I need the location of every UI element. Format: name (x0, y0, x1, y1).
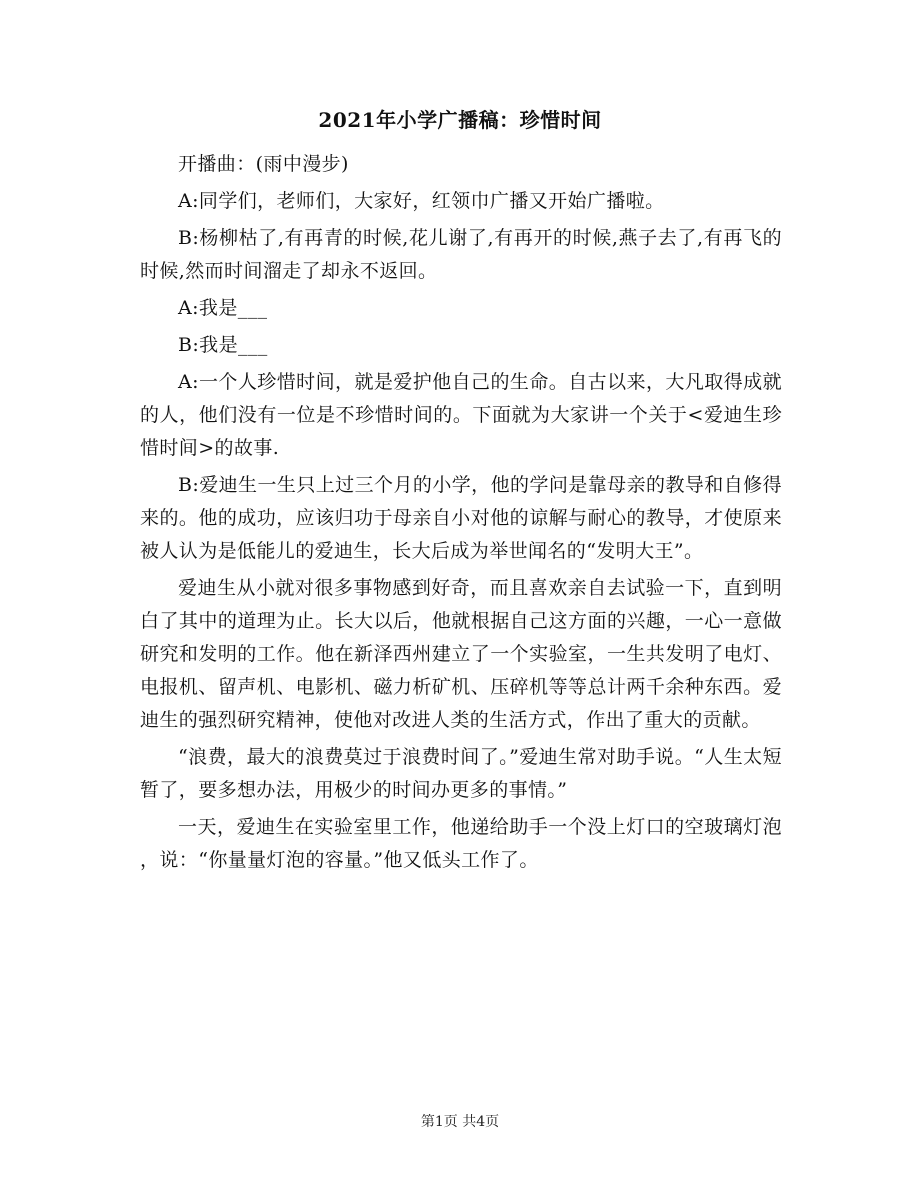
document-title: 2021年小学广播稿：珍惜时间 (318, 108, 602, 132)
paragraph-time-passes: B:杨柳枯了,有再青的时候,花儿谢了,有再开的时候,燕子去了,有再飞的时候,然而时间溜走了却永不返回。 (140, 227, 782, 282)
paragraph-light-bulb: 一天，爱迪生在实验室里工作，他递给助手一个没上灯口的空玻璃灯泡，说：“你量量灯泡的容量。”他又低头工作了。 (140, 816, 782, 871)
paragraph-cherish-time: A:一个人珍惜时间，就是爱护他自己的生命。自古以来，大凡取得成就的人，他们没有一位是不珍惜时间的。下面就为大家讲一个关于<爱迪生珍惜时间>的故事. (140, 371, 782, 459)
document-body (140, 148, 782, 881)
paragraph-edison-inventions: 爱迪生从小就对很多事物感到好奇，而且喜欢亲自去试验一下，直到明白了其中的道理为止。长大以后，他就根据自己这方面的兴趣，一心一意做研究和发明的工作。他在新泽西州建立了一个实验室，一生共发明了电灯、电报机、留声机、电影机、磁力析矿机、压碎机等等总计两千余种东西。爱迪生的强烈研究精神，使他对改进人类的生活方式，作出了重大的贡献。 (140, 577, 782, 731)
paragraph-host-a: A:我是___ (178, 297, 268, 319)
paragraph-opening-music: 开播曲：(雨中漫步) (178, 153, 349, 175)
paragraph-edison-education: B:爱迪生一生只上过三个月的小学，他的学问是靠母亲的教导和自修得来的。他的成功，应该归功于母亲自小对他的谅解与耐心的教导，才使原来被人认为是低能儿的爱迪生，长大后成为举世闻名的“发明大王”。 (140, 474, 782, 562)
paragraph-edison-quote: “浪费，最大的浪费莫过于浪费时间了。”爱迪生常对助手说。“人生太短暂了，要多想办法，用极少的时间办更多的事情。” (140, 746, 782, 801)
paragraph-host-b: B:我是___ (178, 334, 268, 356)
paragraph-greeting: A:同学们，老师们，大家好，红领巾广播又开始广播啦。 (178, 190, 665, 212)
page-number-footer: 第1页 共4页 (420, 1114, 500, 1130)
